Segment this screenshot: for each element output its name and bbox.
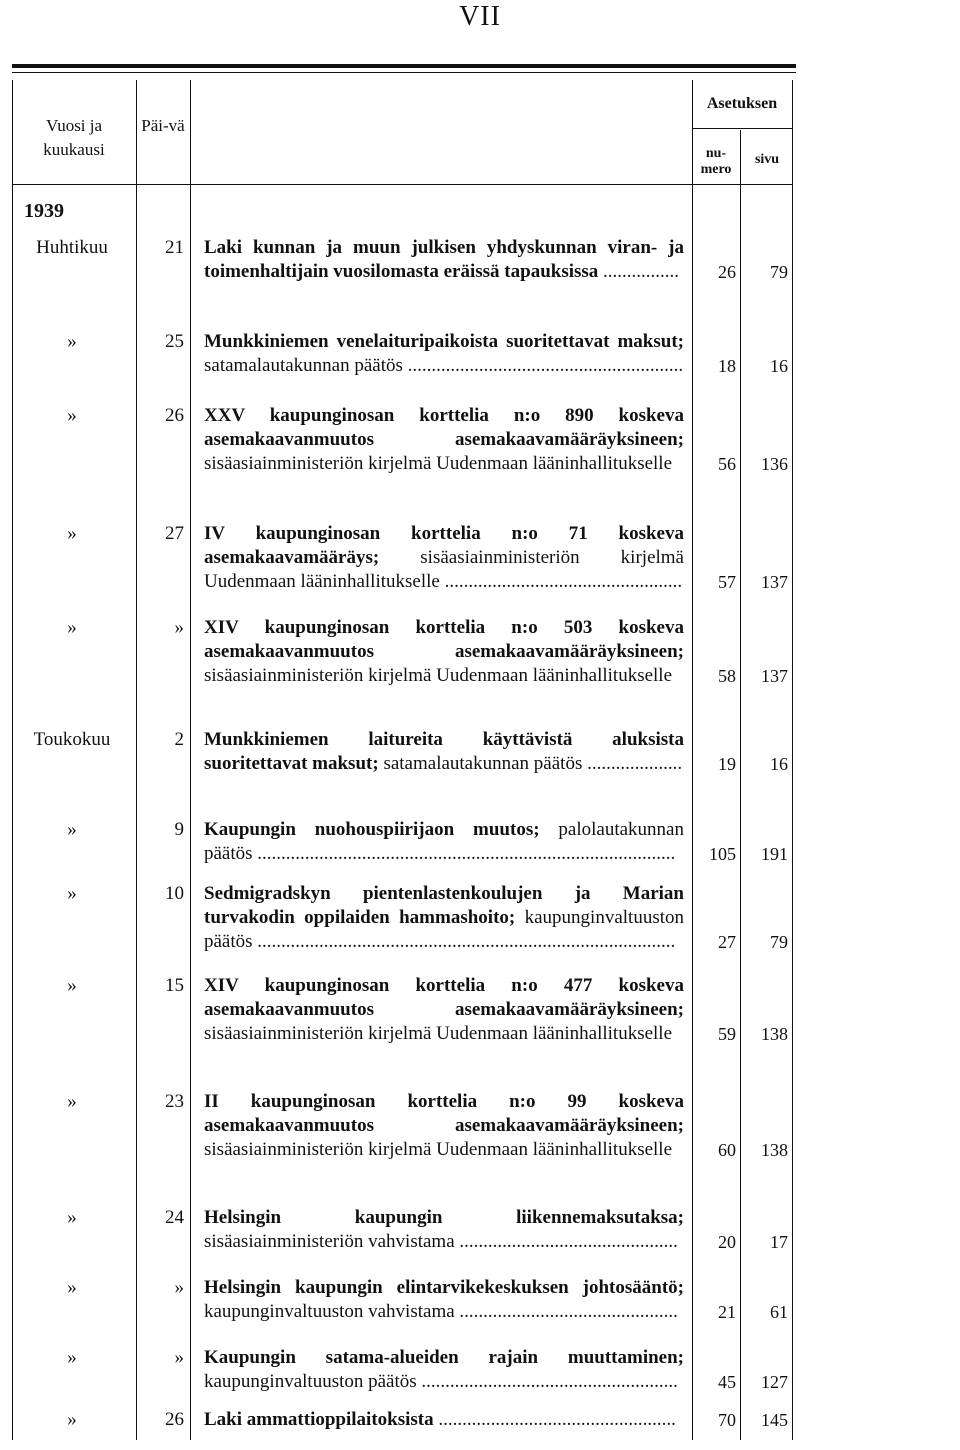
entry-title-bold: Munkkiniemen venelaituripaikoista suoritettavat maksut;	[204, 331, 684, 352]
entry-month: »	[67, 1207, 77, 1228]
entry-title-bold: Kaupungin nuohouspiirijaon muutos;	[204, 819, 540, 840]
entry-day: 27	[165, 523, 184, 544]
entry-month: »	[67, 975, 77, 996]
entry-title: Munkkiniemen laitureita käyttävistä aluksista suoritettavat maksut; satamalautakunnan päätös ....................	[204, 729, 684, 774]
entry-title	[204, 974, 684, 1046]
entry-title-bold: Sedmigradskyn pientenlastenkoulujen ja Marian turvakodin oppilaiden hammashoito;	[204, 883, 684, 928]
entry-page: 191	[761, 844, 788, 864]
entry-month: »	[67, 617, 77, 638]
entry-title-bold: Laki kunnan ja muun julkisen yhdyskunnan viran- ja toimenhaltijain vuosilomasta eräissä tapauksissa	[204, 237, 684, 282]
entry-title: Kaupungin nuohouspiirijaon muutos; palolautakunnan päätös ........................................................................................	[204, 819, 684, 864]
entry-page: 138	[761, 1140, 788, 1160]
entry-title-rest: sisäasiainministeriön kirjelmä Uudenmaan lääninhallitukselle	[204, 1139, 673, 1160]
entry-regulation-number: 21	[718, 1302, 736, 1322]
entry-day: »	[174, 1277, 184, 1298]
entry-day: 10	[165, 883, 184, 904]
top-rule-thin	[12, 72, 796, 73]
entry-title-rest: satamalautakunnan päätös	[204, 355, 403, 376]
entry-day: 21	[165, 237, 184, 258]
entry-day: 26	[165, 1409, 184, 1430]
entry-page: 61	[770, 1302, 788, 1322]
entry-day: 23	[165, 1091, 184, 1112]
entry-page: 79	[770, 262, 788, 282]
entry-page: 16	[770, 356, 788, 376]
entry-page: 79	[770, 932, 788, 952]
entry-month: »	[67, 1277, 77, 1298]
header-regulation: Asetuksen	[706, 95, 778, 112]
header-number: nu-mero	[700, 146, 732, 177]
entry-title-rest: sisäasiainministeriön kirjelmä Uudenmaan lääninhallitukselle	[204, 665, 673, 686]
entry-title-rest: kaupunginvaltuuston vahvistama	[204, 1301, 455, 1322]
entry-month: »	[67, 405, 77, 426]
year: 1939	[24, 200, 64, 222]
entry-title-bold: XIV kaupunginosan korttelia n:o 503 koskeva asemakaavanmuutos asemakaavamääräyksineen;	[204, 617, 684, 662]
entry-regulation-number: 58	[718, 666, 736, 686]
entry-page: 17	[770, 1232, 788, 1252]
entry-title-bold: Helsingin kaupungin liikennemaksutaksa;	[204, 1207, 684, 1228]
entry-page: 16	[770, 754, 788, 774]
entry-title-rest: satamalautakunnan päätös	[383, 753, 583, 774]
column-divider	[12, 80, 13, 1440]
entry-regulation-number: 45	[718, 1372, 736, 1392]
entry-title-rest: palolautakunnan päätös	[204, 819, 684, 864]
entry-title-rest: kaupunginvaltuuston päätös	[204, 1371, 417, 1392]
entry-title-bold: Laki ammattioppilaitoksista	[204, 1409, 434, 1430]
entry-title: Kaupungin satama-alueiden rajain muuttaminen; kaupunginvaltuuston päätös ......................................................	[204, 1347, 684, 1392]
entry-day: 25	[165, 331, 184, 352]
top-rule	[12, 64, 796, 68]
entry-month: »	[67, 523, 77, 544]
entry-title-bold: XXV kaupunginosan korttelia n:o 890 koskeva asemakaavanmuutos asemakaavamääräyksineen;	[204, 405, 684, 450]
entry-regulation-number: 59	[718, 1024, 736, 1044]
entry-month: »	[67, 1409, 77, 1430]
entry-month: »	[67, 1091, 77, 1112]
entry-month: Toukokuu	[33, 729, 111, 750]
entry-regulation-number: 26	[718, 262, 736, 282]
header-year-month: Vuosi ja kuukausi	[43, 116, 105, 159]
entry-title-rest: sisäasiainministeriön kirjelmä Uudenmaan lääninhallitukselle	[204, 1023, 673, 1044]
entry-regulation-number: 27	[718, 932, 736, 952]
entry-page: 137	[761, 666, 788, 686]
entry-title-rest: sisäasiainministeriön vahvistama	[204, 1231, 455, 1252]
entry-title: Helsingin kaupungin elintarvikekeskuksen johtosääntö; kaupunginvaltuuston vahvistama ..............................................	[204, 1277, 684, 1322]
entry-title-bold: Kaupungin satama-alueiden rajain muuttaminen;	[204, 1347, 684, 1368]
column-divider	[190, 80, 191, 1440]
column-divider	[792, 80, 793, 1440]
entry-title: IV kaupunginosan korttelia n:o 71 koskeva asemakaavamääräys; sisäasiainministeriön kirjelmä Uudenmaan lääninhallitukselle ..................................................	[204, 523, 684, 592]
entry-day: »	[174, 617, 184, 638]
entry-month: »	[67, 819, 77, 840]
entry-month: »	[67, 331, 77, 352]
entry-title-bold: IV kaupunginosan korttelia n:o 71 koskeva asemakaavamääräys;	[204, 523, 684, 568]
entry-regulation-number: 70	[718, 1410, 736, 1430]
entry-title-rest: sisäasiainministeriön kirjelmä Uudenmaan lääninhallitukselle	[204, 547, 684, 592]
entry-day: 9	[174, 819, 184, 840]
entry-title-bold: II kaupunginosan korttelia n:o 99 koskeva asemakaavanmuutos asemakaavamääräyksineen;	[204, 1091, 684, 1136]
entry-regulation-number: 19	[718, 754, 736, 774]
entry-page: 138	[761, 1024, 788, 1044]
entry-regulation-number: 105	[709, 844, 736, 864]
entry-month: »	[67, 883, 77, 904]
entry-day: 15	[165, 975, 184, 996]
page-number: VII	[459, 1, 501, 32]
entry-page: 136	[761, 454, 788, 474]
entry-regulation-number: 20	[718, 1232, 736, 1252]
entry-title	[204, 1090, 684, 1162]
entry-title	[204, 404, 684, 476]
entry-title	[204, 616, 684, 688]
entry-title-bold: Munkkiniemen laitureita käyttävistä aluksista suoritettavat maksut;	[204, 729, 684, 774]
entry-day: 2	[174, 729, 184, 750]
entry-day: 24	[165, 1207, 184, 1228]
column-divider	[136, 80, 137, 1440]
entry-title: Laki ammattioppilaitoksista ..................................................	[204, 1409, 676, 1430]
entry-regulation-number: 56	[718, 454, 736, 474]
entry-title-bold: Helsingin kaupungin elintarvikekeskuksen johtosääntö;	[204, 1277, 684, 1298]
header-page: sivu	[754, 152, 780, 167]
entry-title: Sedmigradskyn pientenlastenkoulujen ja Marian turvakodin oppilaiden hammashoito; kaupunginvaltuuston päätös ........................................................................................	[204, 883, 684, 952]
entry-title: Helsingin kaupungin liikennemaksutaksa; sisäasiainministeriön vahvistama ..............................................	[204, 1207, 684, 1252]
entry-day: »	[174, 1347, 184, 1368]
entry-page: 145	[761, 1410, 788, 1430]
entry-title-bold: XIV kaupunginosan korttelia n:o 477 koskeva asemakaavanmuutos asemakaavamääräyksineen;	[204, 975, 684, 1020]
entry-regulation-number: 18	[718, 356, 736, 376]
entry-page: 127	[761, 1372, 788, 1392]
entry-title-rest: sisäasiainministeriön kirjelmä Uudenmaan lääninhallitukselle	[204, 453, 673, 474]
entry-month: »	[67, 1347, 77, 1368]
header-bottom-rule	[12, 184, 792, 185]
entry-regulation-number: 57	[718, 572, 736, 592]
entry-day: 26	[165, 405, 184, 426]
entry-page: 137	[761, 572, 788, 592]
entry-title-rest: kaupunginvaltuuston päätös	[204, 907, 684, 952]
column-divider	[692, 80, 693, 1440]
entry-title: Munkkiniemen venelaituripaikoista suoritettavat maksut; satamalautakunnan päätös ..........................................................	[204, 331, 684, 376]
column-divider	[740, 130, 741, 1440]
entry-month: Huhtikuu	[36, 237, 108, 258]
entry-regulation-number: 60	[718, 1140, 736, 1160]
entry-title: Laki kunnan ja muun julkisen yhdyskunnan viran- ja toimenhaltijain vuosilomasta eräissä tapauksissa ................	[204, 237, 684, 282]
header-divider	[692, 128, 792, 129]
header-day: Päi-vä	[141, 116, 185, 135]
